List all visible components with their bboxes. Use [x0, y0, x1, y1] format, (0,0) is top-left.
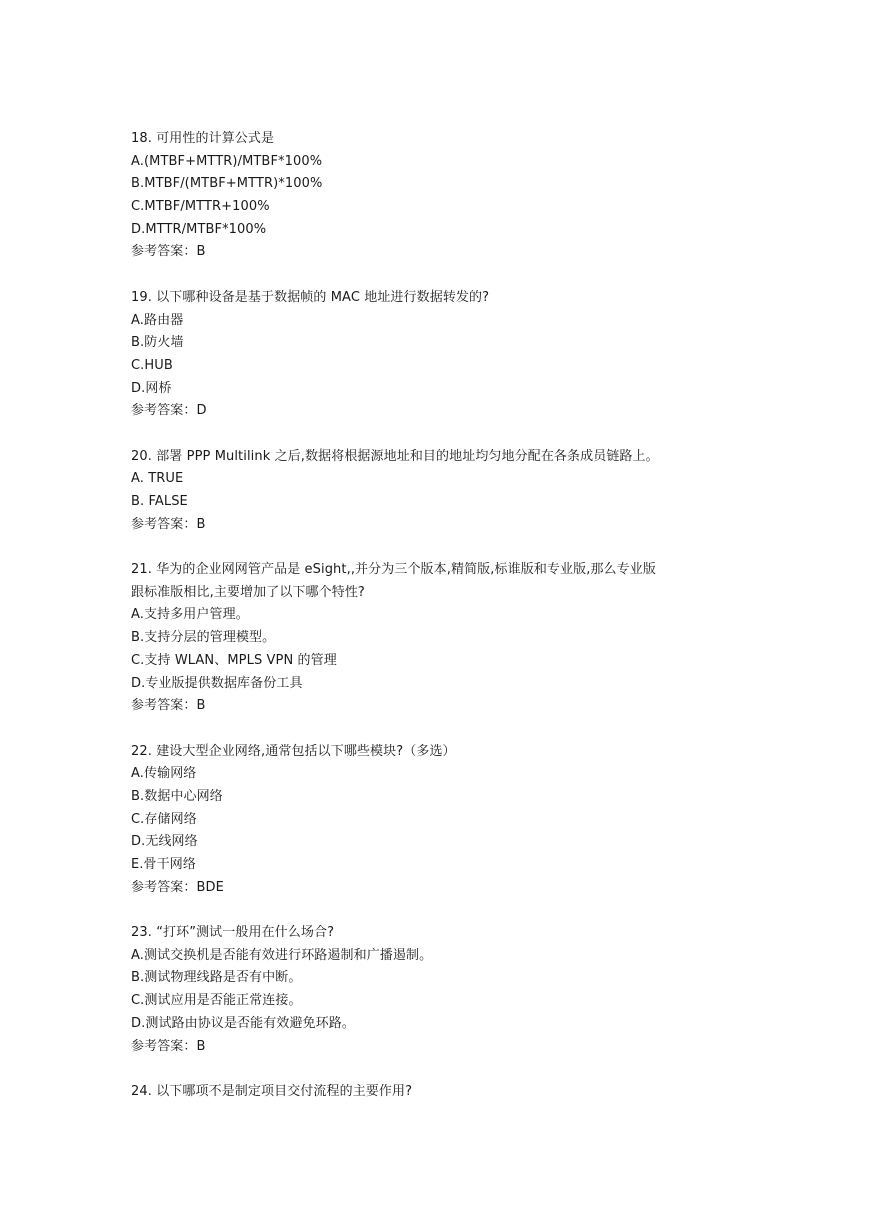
- question-21-text-line-2: 跟标准版相比,主要增加了以下哪个特性?: [131, 584, 365, 600]
- question-21-option-b: B.支持分层的管理模型。: [131, 630, 276, 646]
- question-21-option-a: A.支持多用户管理。: [131, 607, 249, 623]
- question-22-option-a: A.传输网络: [131, 766, 197, 782]
- spacer: [131, 1058, 771, 1081]
- question-21-text-line-1: 21. 华为的企业网网管产品是 eSight,,并分为三个版本,精简版,标谁版和专业版,那么专业版: [131, 562, 656, 578]
- question-21-answer: 参考答案：B: [131, 698, 206, 714]
- question-18-text: 18. 可用性的计算公式是: [131, 131, 275, 146]
- spacer: [131, 264, 771, 287]
- question-23-option-c: C.测试应用是否能正常连接。: [131, 993, 302, 1009]
- question-18-option-b: B.MTBF/(MTBF+MTTR)*100%: [131, 176, 323, 192]
- question-20-text: 20. 部署 PPP Multilink 之后,数据将根据源地址和目的地址均匀地分配在各条成员链路上。: [131, 448, 659, 464]
- question-18-option-a: A.(MTBF+MTTR)/MTBF*100%: [131, 153, 323, 169]
- question-18-option-c: C.MTBF/MTTR+100%: [131, 199, 270, 215]
- question-22-option-b: B.数据中心网络: [131, 788, 223, 804]
- question-23-option-b: B.测试物理线路是否有中断。: [131, 970, 302, 986]
- question-18-option-d: D.MTTR/MTBF*100%: [131, 221, 267, 237]
- question-22-answer: 参考答案：BDE: [131, 879, 224, 895]
- question-21-option-c: C.支持 WLAN、MPLS VPN 的管理: [131, 652, 337, 668]
- question-19-option-a: A.路由器: [131, 312, 184, 328]
- spacer: [131, 718, 771, 741]
- question-22-option-c: C.存储网络: [131, 811, 197, 827]
- question-23-text: 23. “打环”测试一般用在什么场合?: [131, 925, 335, 941]
- question-20-option-b: B. FALSE: [131, 494, 188, 509]
- question-list: [131, 128, 771, 1104]
- question-19-text: 19. 以下哪种设备是基于数据帧的 MAC 地址进行数据转发的?: [131, 289, 490, 305]
- question-20-answer: 参考答案：B: [131, 516, 206, 532]
- question-19-answer: 参考答案：D: [131, 403, 207, 419]
- question-19-option-d: D.网桥: [131, 380, 172, 396]
- question-19-option-c: C.HUB: [131, 357, 173, 373]
- spacer: [131, 423, 771, 446]
- question-18-answer: 参考答案：B: [131, 244, 206, 260]
- question-21-option-d: D.专业版提供数据库备份工具: [131, 675, 303, 691]
- spacer: [131, 536, 771, 559]
- question-23-answer: 参考答案：B: [131, 1038, 206, 1054]
- question-23-option-a: A.测试交换机是否能有效进行环路遏制和广播遏制。: [131, 947, 433, 963]
- question-24-text: 24. 以下哪项不是制定项目交付流程的主要作用?: [131, 1083, 413, 1099]
- spacer: [131, 899, 771, 922]
- question-19-option-b: B.防火墙: [131, 335, 184, 351]
- question-20-option-a: A. TRUE: [131, 471, 184, 487]
- question-22-option-e: E.骨干网络: [131, 857, 196, 872]
- question-22-text: 22. 建设大型企业网络,通常包括以下哪些模块?（多选）: [131, 743, 456, 759]
- question-22-option-d: D.无线网络: [131, 834, 198, 850]
- question-23-option-d: D.测试路由协议是否能有效避免环路。: [131, 1015, 355, 1031]
